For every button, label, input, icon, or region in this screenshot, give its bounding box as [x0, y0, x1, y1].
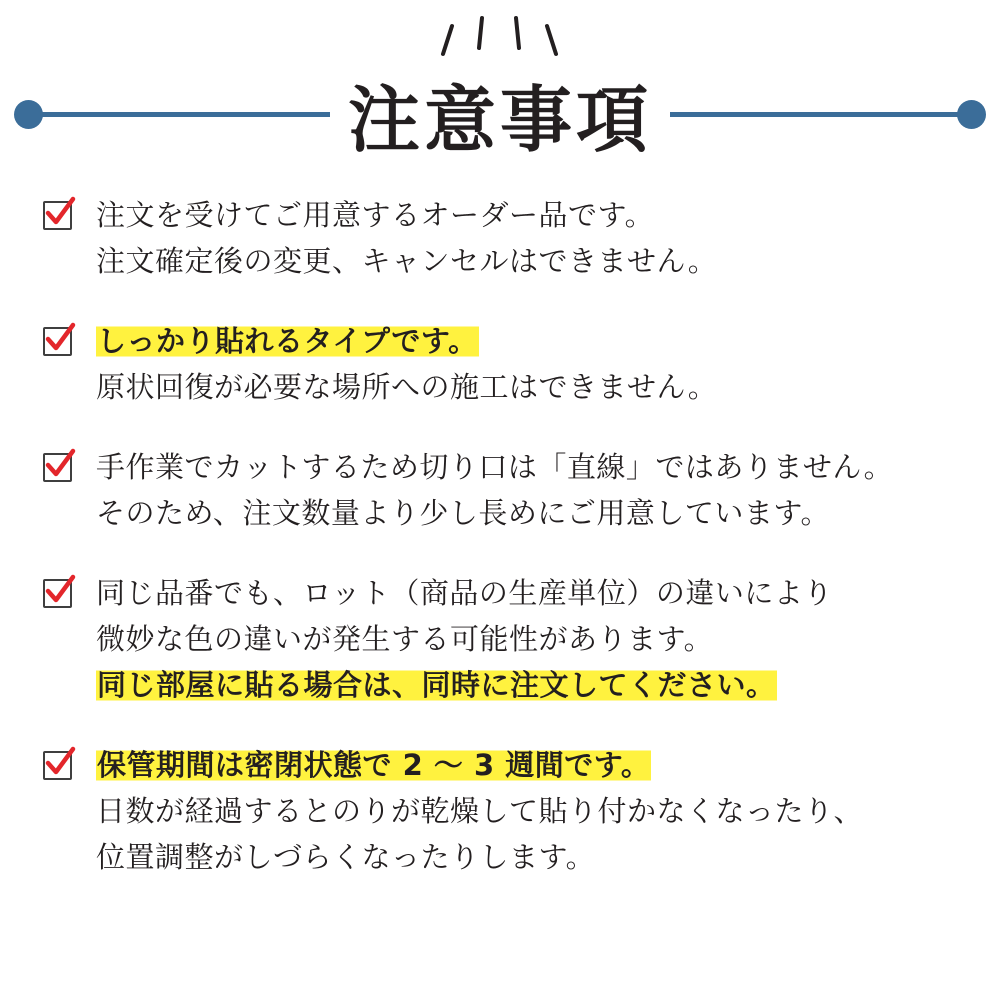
notice-line: 日数が経過するとのりが乾燥して貼り付かなくなったり、: [96, 794, 864, 828]
list-item-text: [96, 318, 960, 410]
checkbox-checked-icon: [40, 748, 74, 782]
page-title: 注意事項: [347, 78, 652, 162]
notice-line: 原状回復が必要な場所への施工はできません。: [96, 370, 718, 404]
highlighted-text: しっかり貼れるタイプです。: [97, 324, 478, 358]
notice-line: 手作業でカットするため切り口は「直線」ではありません。: [96, 450, 894, 484]
notice-line: そのため、注文数量より少し長めにご用意しています。: [96, 496, 831, 530]
notice-line: 注文を受けてご用意するオーダー品です。: [96, 198, 655, 232]
notice-line: [96, 742, 960, 788]
list-item: [40, 192, 960, 284]
list-item-text: [96, 570, 960, 708]
list-item: [40, 444, 960, 536]
list-item: [40, 742, 960, 880]
list-item-text: [96, 444, 960, 536]
notice-list: [0, 192, 1000, 914]
page-header: [0, 0, 1000, 190]
list-item-text: [96, 192, 960, 284]
checkbox-checked-icon: [40, 324, 74, 358]
notice-line: 微妙な色の違いが発生する可能性があります。: [96, 622, 714, 656]
list-item: [40, 570, 960, 708]
list-item-text: [96, 742, 960, 880]
notice-line: 同じ品番でも、ロット（商品の生産単位）の違いにより: [96, 576, 833, 610]
notice-line: 注文確定後の変更、キャンセルはできません。: [96, 244, 718, 278]
highlighted-text: 保管期間は密閉状態で 2 ～ 3 週間です。: [97, 748, 651, 782]
notice-line: [96, 662, 960, 708]
checkbox-checked-icon: [40, 450, 74, 484]
notice-line: 位置調整がしづらくなったりします。: [96, 840, 596, 874]
list-item: [40, 318, 960, 410]
checkbox-checked-icon: [40, 198, 74, 232]
checkbox-checked-icon: [40, 576, 74, 610]
highlighted-text: 同じ部屋に貼る場合は、同時に注文してください。: [97, 668, 776, 702]
notice-line: [96, 318, 960, 364]
